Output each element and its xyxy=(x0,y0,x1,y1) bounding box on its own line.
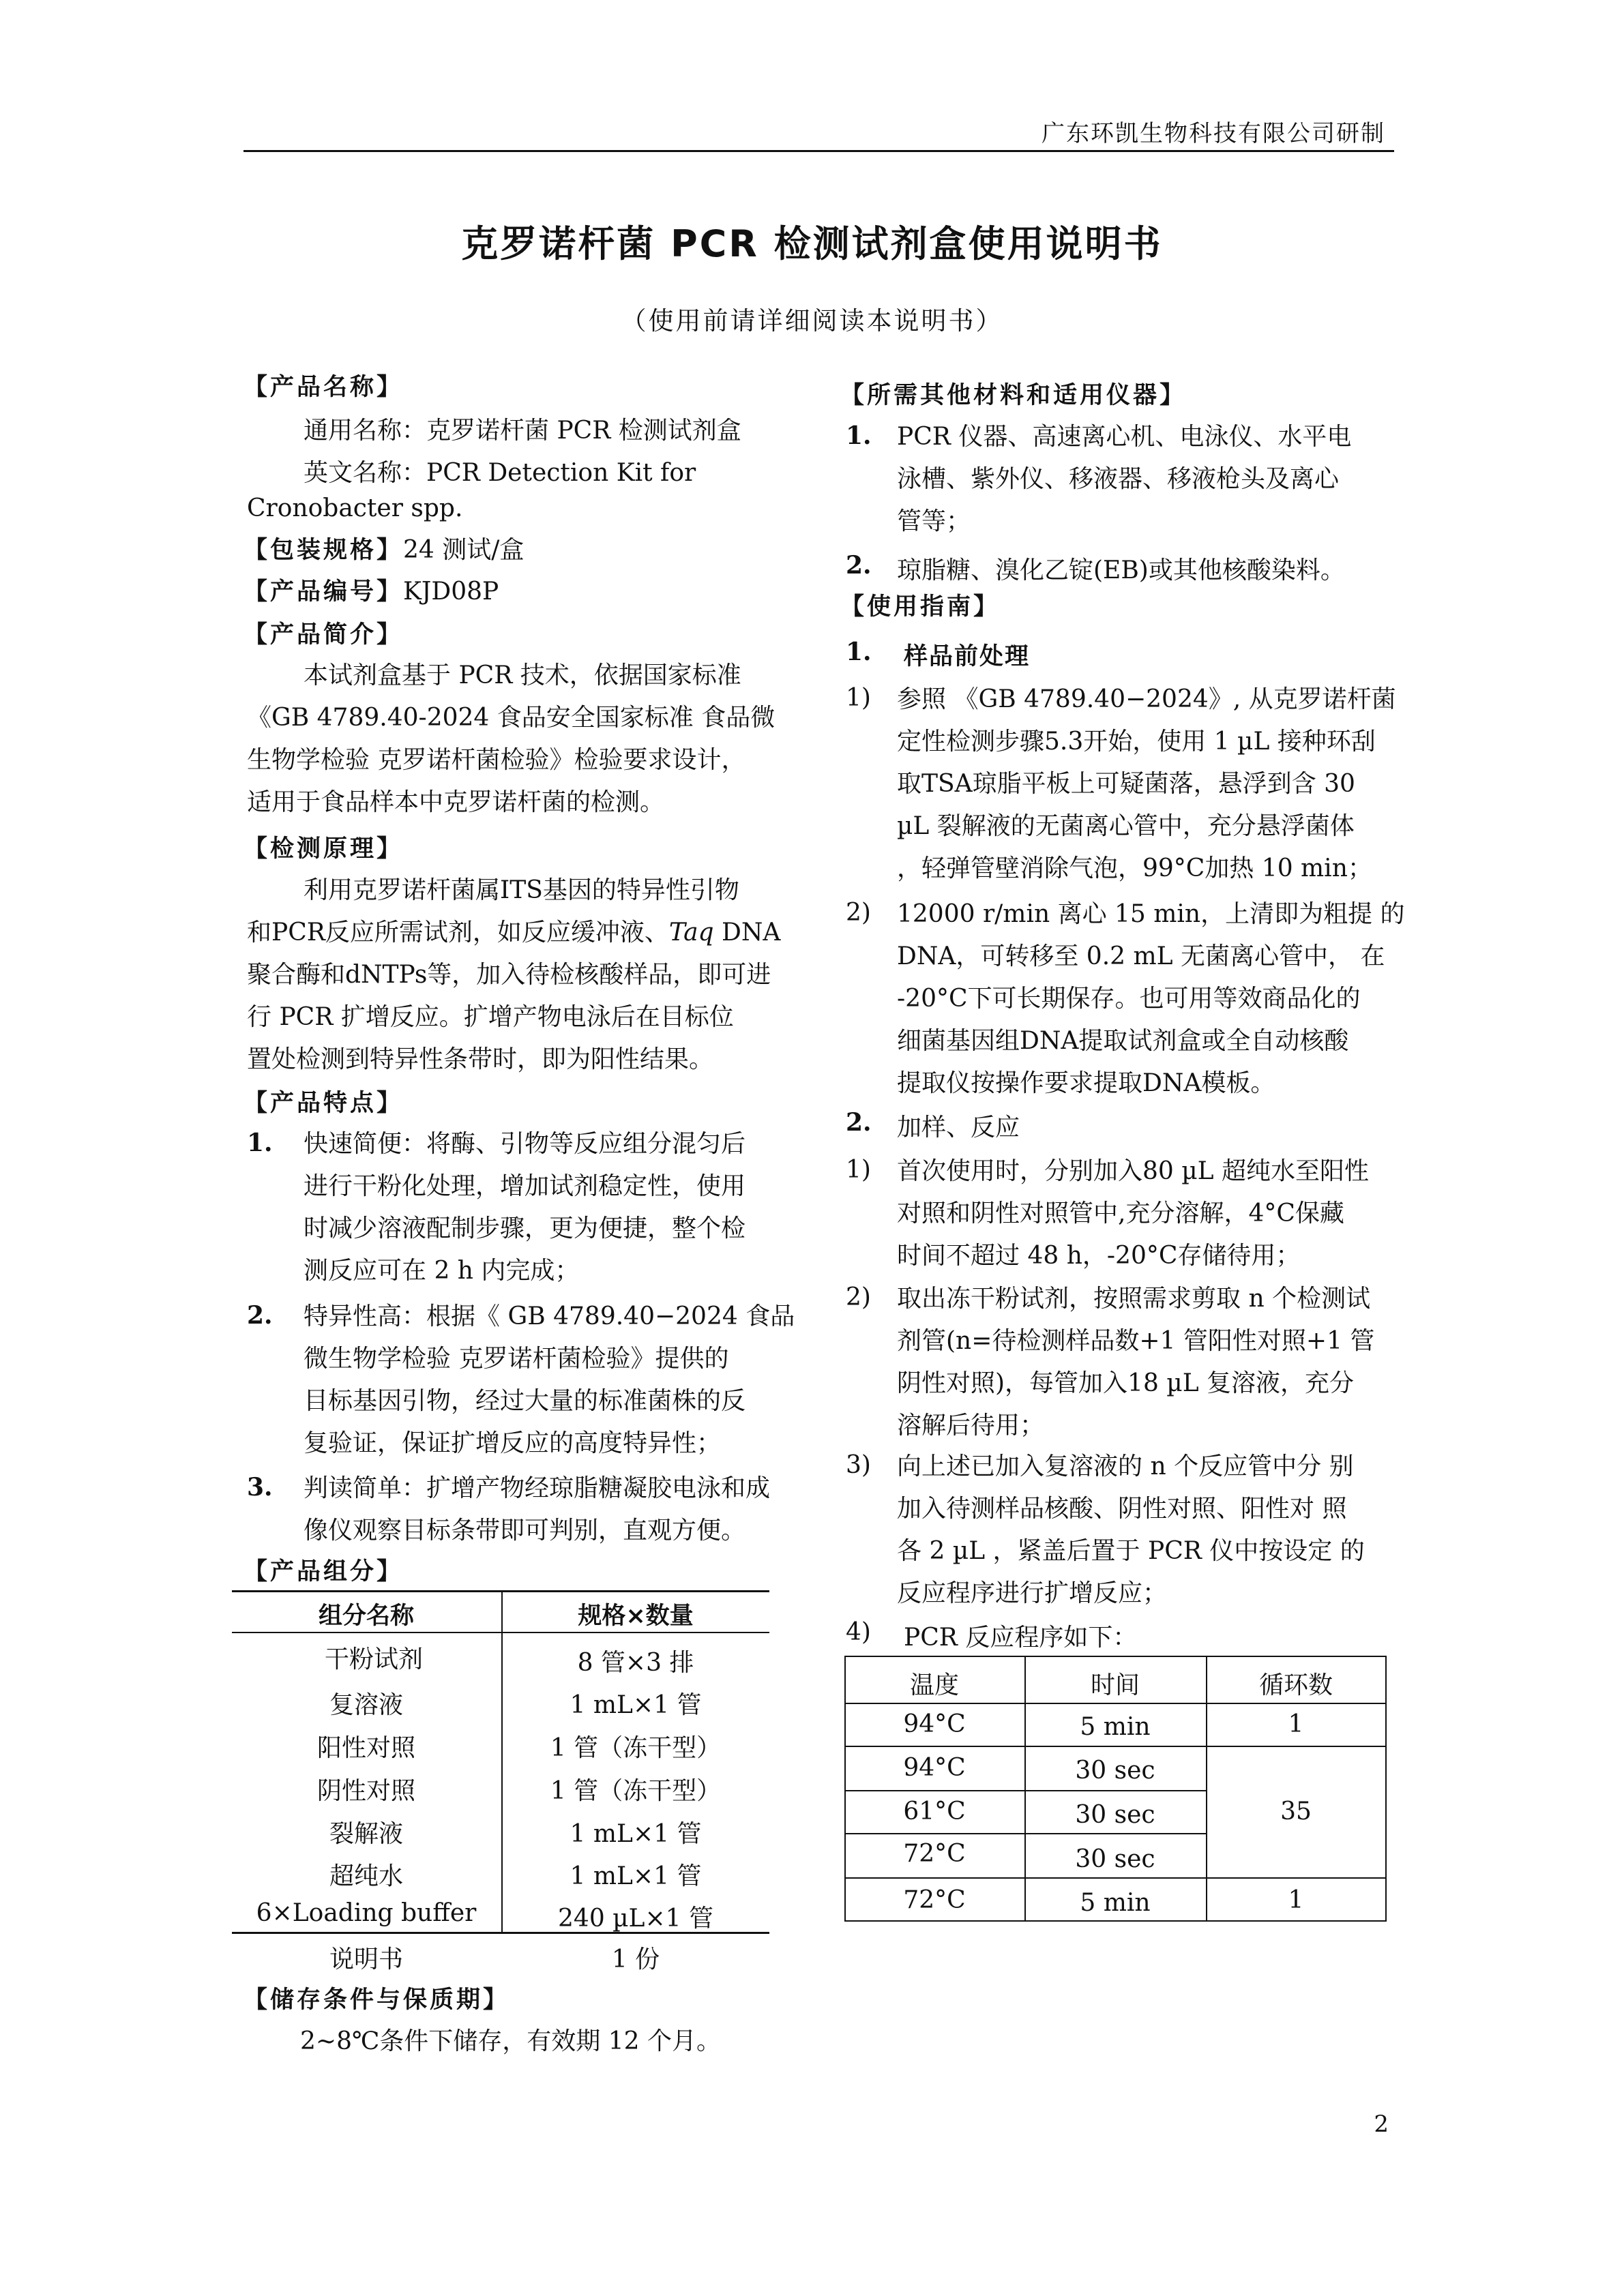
package-value: 24 测试/盒 xyxy=(403,536,525,564)
section-number: 1. xyxy=(846,638,872,666)
page-number: 2 xyxy=(1374,2111,1389,2138)
step-item: 12000 r/min 离心 15 min，上清即为粗提 的 DNA，可转移至 0.2 mL 无菌离心管中， 在 -20°C下可长期保存。也可用等效商品化的 细菌基因组DNA提取试剂盒或全自动核酸 提取仪按操作要求提取DNA模板。 xyxy=(897,900,1405,1097)
table-row-rule xyxy=(844,1877,1387,1879)
step-item: 取出冻干粉试剂，按照需求剪取 n 个检测试 剂管(n=待检测样品数+1 管阳性对照+1 管 阴性对照)，每管加入18 µL 复溶液，充分 溶解后待用； xyxy=(897,1285,1375,1440)
table-cell: 1 mL×1 管 xyxy=(570,1691,702,1719)
table-cell: 超纯水 xyxy=(329,1862,404,1890)
table-header-cycles: 循环数 xyxy=(1258,1671,1333,1699)
heading-code: 【产品编号】 xyxy=(243,578,404,606)
table-cell: 干粉试剂 xyxy=(324,1645,424,1673)
table-cell: 61°C xyxy=(903,1798,966,1825)
table-row-rule xyxy=(844,1746,1387,1747)
section-title-pretreatment: 样品前处理 xyxy=(904,643,1031,670)
table-column-rule xyxy=(501,1590,503,1932)
document-subtitle: （使用前请详细阅读本说明书） xyxy=(621,306,1003,336)
table-header-spec: 规格×数量 xyxy=(578,1602,694,1630)
table-header-name: 组分名称 xyxy=(318,1602,415,1630)
step-number: 2) xyxy=(846,1283,871,1311)
storage-text: 2~8℃条件下储存，有效期 12 个月。 xyxy=(300,2027,721,2055)
table-cell: 6×Loading buffer xyxy=(256,1899,477,1927)
table-cell: 5 min xyxy=(1080,1889,1151,1917)
table-cell: 8 管×3 排 xyxy=(577,1649,694,1677)
material-number: 1. xyxy=(846,421,872,450)
principle-line: 置处检测到特异性条带时，即为阳性结果。 xyxy=(247,1045,714,1073)
intro-line: 本试剂盒基于 PCR 技术，依据国家标准 xyxy=(304,661,741,689)
step-number: 1) xyxy=(846,684,871,712)
table-header-temp: 温度 xyxy=(909,1671,960,1699)
principle-line: 聚合酶和dNTPs等，加入待检核酸样品，即可进 xyxy=(247,961,771,989)
product-code xyxy=(243,573,499,607)
step-number: 1) xyxy=(846,1156,871,1184)
feature-number: 1. xyxy=(247,1129,273,1157)
heading-intro: 【产品简介】 xyxy=(243,621,404,648)
feature-item: 特异性高：根据《 GB 4789.40−2024 食品 微生物学检验 克罗诺杆菌检验》提供的 目标基因引物，经过大量的标准菌株的反 复验证，保证扩增反应的高度特异性； xyxy=(304,1302,795,1457)
step-item: 首次使用时，分别加入80 µL 超纯水至阳性 对照和阴性对照管中,充分溶解，4°C保藏 时间不超过 48 h，-20°C存储待用； xyxy=(897,1157,1369,1270)
step-number: 2) xyxy=(846,899,871,927)
heading-guide: 【使用指南】 xyxy=(840,593,1001,621)
generic-name: 通用名称：克罗诺杆菌 PCR 检测试剂盒 xyxy=(304,417,741,445)
code-value: KJD08P xyxy=(403,578,499,606)
english-name-line2: Cronobacter spp. xyxy=(247,494,463,522)
table-cell: 30 sec xyxy=(1075,1757,1155,1785)
table-cell: 1 mL×1 管 xyxy=(570,1862,702,1890)
material-item: PCR 仪器、高速离心机、电泳仪、水平电 泳槽、紫外仪、移液器、移液枪头及离心 管等； xyxy=(897,423,1352,535)
intro-text xyxy=(247,655,775,824)
table-header-rule xyxy=(232,1632,769,1633)
table-cell: 72°C xyxy=(903,1840,966,1868)
table-row-rule xyxy=(1024,1833,1207,1834)
feature-item: 快速简便：将酶、引物等反应组分混匀后 进行干粉化处理，增加试剂稳定性，使用 时减少溶液配制步骤，更为便捷，整个检 测反应可在 2 h 内完成； xyxy=(304,1130,746,1285)
step-number: 4) xyxy=(846,1618,871,1646)
table-cell: 1 管（冻干型） xyxy=(550,1734,722,1762)
table-cell: 1 xyxy=(1288,1886,1304,1914)
principle-text xyxy=(247,869,780,1081)
heading-components: 【产品组分】 xyxy=(243,1558,404,1585)
feature-number: 3. xyxy=(247,1473,273,1502)
header-rule xyxy=(243,150,1394,152)
table-row-rule xyxy=(844,1833,1025,1834)
intro-line: 《GB 4789.40-2024 食品安全国家标准 食品微 xyxy=(247,704,776,732)
table-cell: 说明书 xyxy=(329,1945,404,1973)
package-spec xyxy=(243,531,524,565)
table-row-rule xyxy=(844,1703,1387,1704)
feature-number: 2. xyxy=(247,1301,273,1330)
heading-materials: 【所需其他材料和适用仪器】 xyxy=(840,382,1187,409)
english-name-line1: 英文名称：PCR Detection Kit for xyxy=(304,459,696,487)
table-header-time: 时间 xyxy=(1090,1671,1140,1699)
table-cell: 240 µL×1 管 xyxy=(558,1905,713,1933)
document-title: 克罗诺杆菌 PCR 检测试剂盒使用说明书 xyxy=(461,222,1163,265)
feature-item: 判读简单：扩增产物经琼脂糖凝胶电泳和成 像仪观察目标条带即可判别，直观方便。 xyxy=(304,1474,771,1545)
principle-line: 行 PCR 扩增反应。扩增产物电泳后在目标位 xyxy=(247,1003,734,1031)
table-cell: 复溶液 xyxy=(329,1691,404,1719)
heading-principle: 【检测原理】 xyxy=(243,835,404,863)
heading-product-name: 【产品名称】 xyxy=(243,374,404,401)
principle-line: 和PCR反应所需试剂，如反应缓冲液、Taq DNA xyxy=(247,919,781,946)
table-cell: 94°C xyxy=(903,1710,966,1738)
table-cell: 阳性对照 xyxy=(316,1734,416,1762)
table-cell: 30 sec xyxy=(1075,1845,1155,1873)
table-row-rule xyxy=(1024,1790,1207,1791)
material-item: 琼脂糖、溴化乙锭(EB)或其他核酸染料。 xyxy=(897,556,1345,584)
table-cell: 阴性对照 xyxy=(316,1777,416,1805)
step-number: 3) xyxy=(846,1451,871,1479)
table-cell: 5 min xyxy=(1080,1713,1151,1741)
table-cell: 1 份 xyxy=(611,1945,660,1973)
step-item: PCR 反应程序如下： xyxy=(904,1624,1138,1652)
heading-features: 【产品特点】 xyxy=(243,1090,404,1117)
table-column-rule xyxy=(1206,1656,1207,1922)
intro-line: 生物学检验 克罗诺杆菌检验》检验要求设计， xyxy=(247,746,746,774)
heading-storage: 【储存条件与保质期】 xyxy=(243,1986,510,2014)
material-number: 2. xyxy=(846,551,872,580)
table-cell-merged: 35 xyxy=(1280,1798,1312,1825)
step-item: 参照 《GB 4789.40−2024》, 从克罗诺杆菌 定性检测步骤5.3开始，使用 1 µL 接种环刮 取TSA琼脂平板上可疑菌落，悬浮到含 30 µL 裂解液的无菌离心管中，充分悬浮菌体 ，轻弹管壁消除气泡，99°C加热 10 min； xyxy=(897,685,1396,882)
table-cell: 30 sec xyxy=(1075,1801,1155,1829)
table-cell: 72°C xyxy=(903,1886,966,1914)
company-name: 广东环凯生物科技有限公司研制 xyxy=(1042,120,1385,147)
table-cell: 1 xyxy=(1288,1710,1304,1738)
table-top-rule xyxy=(232,1590,769,1592)
heading-package: 【包装规格】 xyxy=(243,537,404,564)
table-row-rule xyxy=(844,1790,1025,1791)
table-column-rule xyxy=(1024,1656,1026,1922)
intro-line: 适用于食品样本中克罗诺杆菌的检测。 xyxy=(247,788,665,816)
step-item: 向上述已加入复溶液的 n 个反应管中分 别 加入待测样品核酸、阴性对照、阳性对 照 各 2 µL ，紧盖后置于 PCR 仪中按设定 的 反应程序进行扩增反应； xyxy=(897,1452,1365,1607)
table-cell: 裂解液 xyxy=(329,1820,404,1848)
table-cell: 94°C xyxy=(903,1754,966,1782)
section-number: 2. xyxy=(846,1108,872,1137)
principle-line: 利用克罗诺杆菌属ITS基因的特异性引物 xyxy=(304,876,739,904)
table-cell: 1 mL×1 管 xyxy=(570,1820,702,1848)
table-cell: 1 管（冻干型） xyxy=(550,1777,722,1805)
section-title-loading: 加样、反应 xyxy=(897,1114,1020,1142)
